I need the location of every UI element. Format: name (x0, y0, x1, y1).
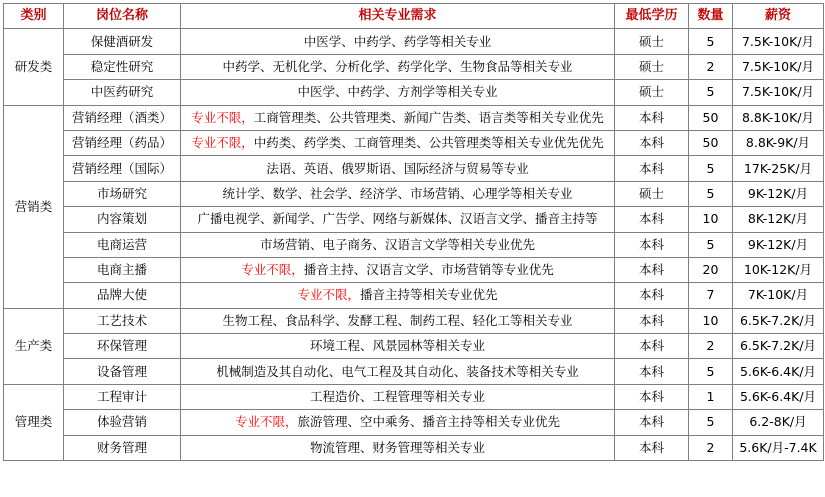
requirement-text: 法语、英语、俄罗斯语、国际经济与贸易等专业 (266, 160, 529, 176)
salary-cell: 9K-12K/月 (733, 232, 824, 257)
table-row (4, 410, 824, 435)
count-cell: 2 (689, 54, 733, 79)
count-cell: 5 (689, 232, 733, 257)
category-cell: 营销类 (4, 105, 64, 308)
requirement-text: 物流管理、财务管理等相关专业 (309, 439, 485, 455)
table-row (4, 283, 824, 308)
requirement-text: 播音主持、汉语言文学、市场营销等专业优先 (303, 262, 554, 278)
position-cell: 品牌大使 (64, 283, 181, 308)
count-cell: 5 (689, 80, 733, 105)
count-cell: 5 (689, 181, 733, 206)
requirement-text: 工程造价、工程管理等相关专业 (309, 389, 485, 405)
education-cell: 本科 (615, 232, 689, 257)
salary-cell: 8.8K-10K/月 (733, 105, 824, 130)
position-cell: 电商运营 (64, 232, 181, 257)
salary-cell: 5.6K-6.4K/月 (733, 384, 824, 409)
requirement-text: 中医学、中药学、药学等相关专业 (303, 33, 492, 49)
position-cell: 工艺技术 (64, 308, 181, 333)
education-cell: 本科 (615, 207, 689, 232)
count-cell: 7 (689, 283, 733, 308)
count-cell: 10 (689, 308, 733, 333)
salary-cell: 7K-10K/月 (733, 283, 824, 308)
requirement-text: 旅游管理、空中乘务、播音主持等相关专业优先 (297, 414, 561, 430)
position-cell: 稳定性研究 (64, 54, 181, 79)
education-cell: 本科 (615, 359, 689, 384)
requirement-cell (181, 80, 615, 105)
count-cell: 50 (689, 130, 733, 155)
salary-cell: 7.5K-10K/月 (733, 80, 824, 105)
salary-cell: 6.5K-7.2K/月 (733, 308, 824, 333)
header-requirement: 相关专业需求 (181, 4, 615, 29)
header-row (4, 4, 824, 29)
requirement-text: 机械制造及其自动化、电气工程及其自动化、装备技术等相关专业 (216, 363, 579, 379)
education-cell: 硕士 (615, 29, 689, 54)
table-row (4, 257, 824, 282)
position-cell: 营销经理（酒类） (64, 105, 181, 130)
salary-cell: 8K-12K/月 (733, 207, 824, 232)
requirement-text: 中药学、无机化学、分析化学、药学化学、生物食品等相关专业 (222, 58, 573, 74)
requirement-cell (181, 105, 615, 130)
position-cell: 市场研究 (64, 181, 181, 206)
position-cell: 营销经理（药品） (64, 130, 181, 155)
header-category: 类别 (4, 4, 64, 29)
count-cell: 20 (689, 257, 733, 282)
table-row (4, 29, 824, 54)
unrestricted-major-note: 专业不限， (234, 414, 298, 430)
education-cell: 硕士 (615, 181, 689, 206)
salary-cell: 6.2-8K/月 (733, 410, 824, 435)
requirement-cell (181, 130, 615, 155)
header-position: 岗位名称 (64, 4, 181, 29)
salary-cell: 6.5K-7.2K/月 (733, 334, 824, 359)
position-cell: 工程审计 (64, 384, 181, 409)
requirement-cell (181, 156, 615, 181)
requirement-cell (181, 283, 615, 308)
position-cell: 中医药研究 (64, 80, 181, 105)
table-row (4, 207, 824, 232)
count-cell: 2 (689, 334, 733, 359)
header-education: 最低学历 (615, 4, 689, 29)
salary-cell: 9K-12K/月 (733, 181, 824, 206)
requirement-cell (181, 334, 615, 359)
education-cell: 本科 (615, 410, 689, 435)
education-cell: 本科 (615, 105, 689, 130)
position-cell: 设备管理 (64, 359, 181, 384)
salary-cell: 7.5K-10K/月 (733, 54, 824, 79)
requirement-text: 中药类、药学类、工商管理类、公共管理类等相关专业优先优先 (253, 135, 604, 151)
table-row (4, 334, 824, 359)
requirement-cell (181, 54, 615, 79)
unrestricted-major-note: 专业不限， (191, 135, 254, 151)
requirement-cell (181, 257, 615, 282)
position-cell: 体验营销 (64, 410, 181, 435)
header-salary: 薪资 (733, 4, 824, 29)
table-body (4, 29, 824, 461)
education-cell: 本科 (615, 156, 689, 181)
requirement-text: 广播电视学、新闻学、广告学、网络与新媒体、汉语言文学、播音主持等 (197, 211, 598, 227)
requirement-cell (181, 29, 615, 54)
position-cell: 财务管理 (64, 435, 181, 460)
requirement-text: 中医学、中药学、方剂学等相关专业 (297, 84, 498, 100)
education-cell: 本科 (615, 384, 689, 409)
position-cell: 营销经理（国际） (64, 156, 181, 181)
count-cell: 10 (689, 207, 733, 232)
requirement-cell (181, 232, 615, 257)
job-table (3, 3, 824, 461)
salary-cell: 5.6K/月-7.4K (733, 435, 824, 460)
requirement-cell (181, 207, 615, 232)
table-row (4, 308, 824, 333)
category-cell: 研发类 (4, 29, 64, 105)
requirement-cell (181, 181, 615, 206)
count-cell: 5 (689, 29, 733, 54)
requirement-cell (181, 308, 615, 333)
table-row (4, 80, 824, 105)
education-cell: 本科 (615, 283, 689, 308)
position-cell: 环保管理 (64, 334, 181, 359)
salary-cell: 8.8K-9K/月 (733, 130, 824, 155)
unrestricted-major-note: 专业不限， (241, 262, 304, 278)
table-row (4, 359, 824, 384)
table-row (4, 105, 824, 130)
requirement-text: 市场营销、电子商务、汉语言文学等相关专业优先 (259, 236, 535, 252)
table-row (4, 384, 824, 409)
education-cell: 本科 (615, 130, 689, 155)
table-row (4, 435, 824, 460)
requirement-text: 播音主持等相关专业优先 (360, 287, 498, 303)
category-cell: 管理类 (4, 384, 64, 460)
count-cell: 5 (689, 410, 733, 435)
count-cell: 50 (689, 105, 733, 130)
requirement-text: 生物工程、食品科学、发酵工程、制药工程、轻化工等相关专业 (222, 312, 573, 328)
count-cell: 2 (689, 435, 733, 460)
requirement-text: 环境工程、风景园林等相关专业 (309, 338, 485, 354)
education-cell: 本科 (615, 308, 689, 333)
position-cell: 电商主播 (64, 257, 181, 282)
salary-cell: 17K-25K/月 (733, 156, 824, 181)
table-row (4, 181, 824, 206)
education-cell: 硕士 (615, 54, 689, 79)
salary-cell: 7.5K-10K/月 (733, 29, 824, 54)
requirement-cell (181, 359, 615, 384)
unrestricted-major-note: 专业不限， (297, 287, 360, 303)
requirement-cell (181, 384, 615, 409)
education-cell: 本科 (615, 435, 689, 460)
position-cell: 保健酒研发 (64, 29, 181, 54)
count-cell: 1 (689, 384, 733, 409)
salary-cell: 10K-12K/月 (733, 257, 824, 282)
education-cell: 硕士 (615, 80, 689, 105)
table-row (4, 156, 824, 181)
education-cell: 本科 (615, 334, 689, 359)
education-cell: 本科 (615, 257, 689, 282)
salary-cell: 5.6K-6.4K/月 (733, 359, 824, 384)
requirement-text: 工商管理类、公共管理类、新闻广告类、语言类等相关专业优先 (253, 109, 604, 125)
count-cell: 5 (689, 359, 733, 384)
position-cell: 内容策划 (64, 207, 181, 232)
requirement-cell (181, 435, 615, 460)
unrestricted-major-note: 专业不限， (191, 109, 254, 125)
requirement-text: 统计学、数学、社会学、经济学、市场营销、心理学等相关专业 (222, 185, 573, 201)
category-cell: 生产类 (4, 308, 64, 384)
table-row (4, 54, 824, 79)
requirement-cell (181, 410, 615, 435)
table-row (4, 130, 824, 155)
count-cell: 5 (689, 156, 733, 181)
header-count: 数量 (689, 4, 733, 29)
table-row (4, 232, 824, 257)
